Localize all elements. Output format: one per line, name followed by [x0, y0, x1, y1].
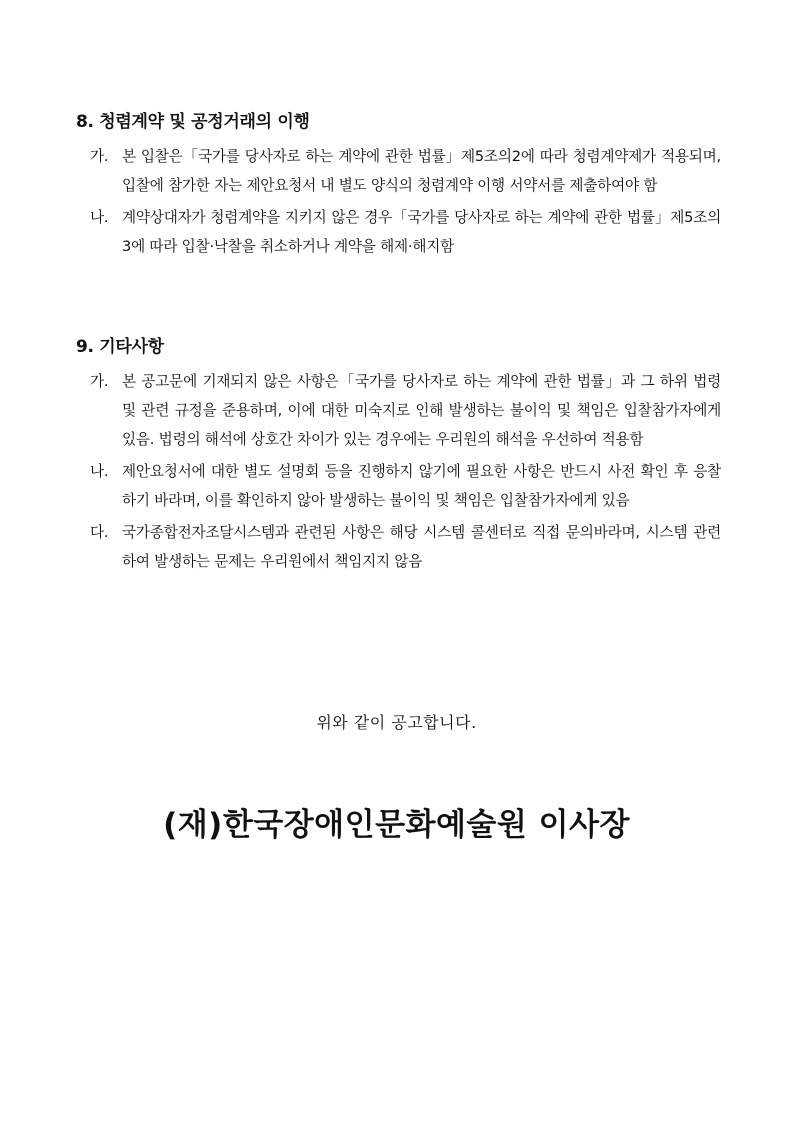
list-item [76, 142, 721, 200]
issuer-signature: (재)한국장애인문화예술원 이사장 [163, 807, 630, 843]
item-list [76, 142, 721, 261]
list-item [76, 518, 721, 576]
item-text: 국가종합전자조달시스템과 관련된 사항은 해당 시스템 콜센터로 직접 문의바라며, 시스템 관련하여 발생하는 문제는 우리원에서 책임지지 않음 [122, 524, 721, 570]
item-list [76, 367, 721, 576]
item-text: 본 공고문에 기재되지 않은 사항은「국가를 당사자로 하는 계약에 관한 법률」과 그 하위 법령 및 관련 규정을 준용하며, 이에 대한 미숙지로 인해 발생하는 불이익 및 책임은 입찰참가자에게 있음. 법령의 해석에 상호간 차이가 있는 경우에는 우리원의 해석을 우선하여 적용함 [122, 373, 721, 448]
item-marker: 다. [90, 524, 109, 541]
section-integrity-contract [76, 110, 721, 264]
item-marker: 나. [90, 463, 109, 480]
item-marker: 가. [90, 373, 109, 390]
announcement-statement: 위와 같이 공고합니다. [316, 713, 477, 732]
section-other-matters [76, 335, 721, 579]
item-text: 제안요청서에 대한 별도 설명회 등을 진행하지 않기에 필요한 사항은 반드시 사전 확인 후 응찰하기 바라며, 이를 확인하지 않아 발생하는 불이익 및 책임은 입찰참가자에게 있음 [122, 463, 721, 509]
section-heading: 9. 기타사항 [76, 337, 164, 357]
list-item [76, 457, 721, 515]
item-text: 계약상대자가 청렴계약을 지키지 않은 경우「국가를 당사자로 하는 계약에 관한 법률」제5조의3에 따라 입찰·낙찰을 취소하거나 계약을 해제·해지함 [122, 209, 721, 255]
item-marker: 가. [90, 148, 109, 165]
item-marker: 나. [90, 209, 109, 226]
section-heading: 8. 청렴계약 및 공정거래의 이행 [76, 112, 310, 132]
item-text: 본 입찰은「국가를 당사자로 하는 계약에 관한 법률」제5조의2에 따라 청렴계약제가 적용되며, 입찰에 참가한 자는 제안요청서 내 별도 양식의 청렴계약 이행 서약서를 제출하여야 함 [122, 148, 721, 194]
list-item [76, 203, 721, 261]
list-item [76, 367, 721, 454]
